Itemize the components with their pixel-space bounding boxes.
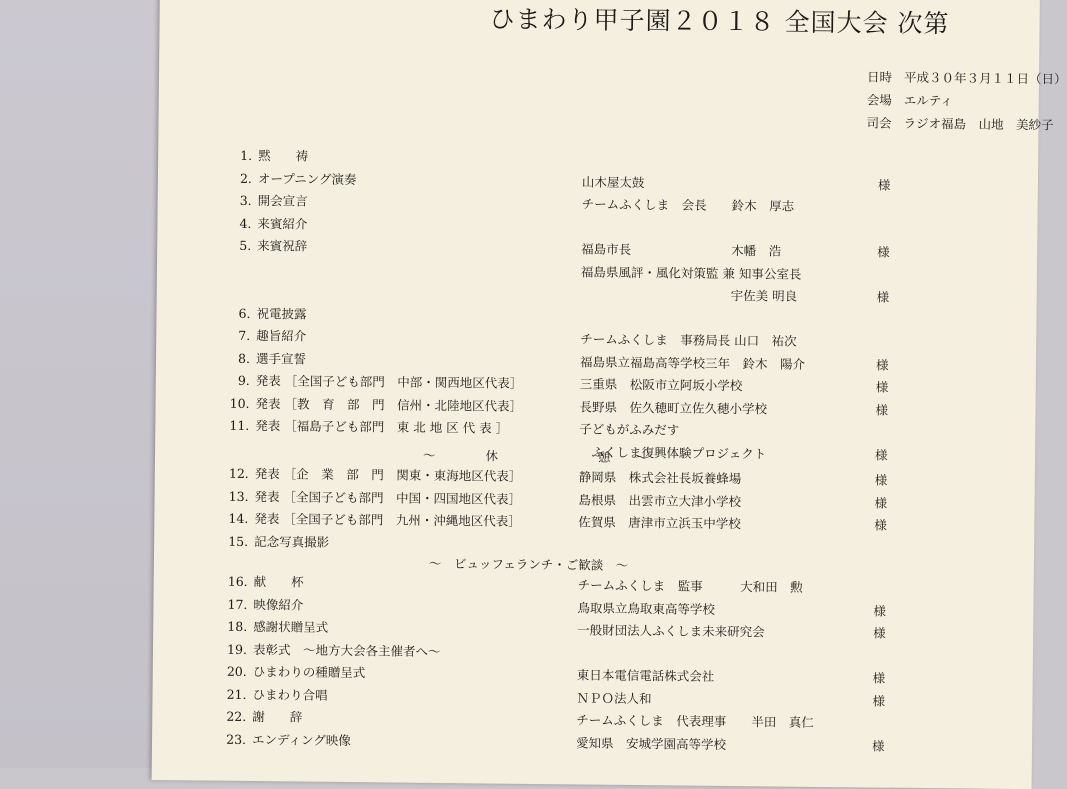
info-label: 会場 xyxy=(867,88,892,111)
schedule-number: 5. xyxy=(229,236,251,256)
schedule-item: 発表 ［企 業 部 門 関東・東海地区代表］ xyxy=(255,464,522,487)
schedule-detail: 三重県 松阪市立阿坂小学校 xyxy=(580,374,743,396)
honorific: 様 xyxy=(878,175,891,195)
event-info xyxy=(866,65,1066,136)
honorific: 様 xyxy=(873,669,886,689)
schedule-item: 来賓祝辞 xyxy=(257,236,307,257)
schedule-detail: 子どもがふみだす xyxy=(579,419,679,440)
schedule-detail: ふくしま復興体験プロジェクト xyxy=(579,442,766,464)
schedule-number: 18. xyxy=(225,617,247,637)
schedule-item: 発表 ［福島子ども部門 東 北 地 区 代 表 ］ xyxy=(255,416,508,439)
schedule-item: 選手宣誓 xyxy=(256,349,306,370)
schedule-item: 謝 辞 xyxy=(252,707,302,728)
schedule-item: 映像紹介 xyxy=(253,595,303,616)
schedule-number: 10. xyxy=(227,393,249,413)
honorific: 様 xyxy=(877,243,890,263)
schedule-item: 表彰式 ～地方大会各主催者へ～ xyxy=(253,640,441,662)
schedule-item: 祝電披露 xyxy=(256,304,306,325)
schedule-detail: 長野県 佐久穂町立佐久穂小学校 xyxy=(579,397,767,419)
info-value: エルティ xyxy=(904,89,953,113)
schedule-number: 22. xyxy=(224,707,246,727)
honorific: 様 xyxy=(874,493,887,513)
schedule-detail: 宇佐美 明良 xyxy=(581,284,798,306)
schedule-number: 8. xyxy=(228,348,250,368)
info-venue xyxy=(867,88,1067,113)
schedule-item: 発表 ［全国子ども部門 九州・沖縄地区代表］ xyxy=(254,509,521,532)
info-mc xyxy=(866,111,1066,136)
table-surface xyxy=(0,0,170,768)
schedule-detail: 福島県風評・風化対策監 兼 知事公室長 xyxy=(581,262,802,284)
schedule-detail: 東日本電信電話株式会社 xyxy=(577,665,715,686)
schedule-number: 3. xyxy=(230,191,252,211)
schedule-detail: 一般財団法人ふくしま未来研究会 xyxy=(577,620,765,642)
info-value: 平成３０年３月１１日（日） xyxy=(904,66,1067,91)
schedule-number: 17. xyxy=(225,594,247,614)
schedule-item: 黙 祷 xyxy=(258,146,308,167)
honorific: 様 xyxy=(876,355,889,375)
schedule-detail: 静岡県 株式会社長坂養蜂場 xyxy=(579,467,742,489)
page-title: ひまわり甲子園２０１８ 全国大会 次第 xyxy=(489,0,949,40)
schedule-item: 趣旨紹介 xyxy=(256,326,306,347)
honorific: 様 xyxy=(873,601,886,621)
schedule-item: ひまわり合唱 xyxy=(252,685,327,706)
lunch-break-label: ～ ビュッフェランチ・ご歓談 ～ xyxy=(429,554,629,576)
honorific: 様 xyxy=(875,445,888,465)
schedule-number: 14. xyxy=(226,509,248,529)
info-label: 司会 xyxy=(866,111,891,134)
schedule-item: エンディング映像 xyxy=(252,730,351,751)
schedule-detail: チームふくしま 代表理事 半田 真仁 xyxy=(576,710,814,732)
program-sheet xyxy=(152,0,1040,789)
honorific: 様 xyxy=(872,736,885,756)
schedule-number: 12. xyxy=(227,464,249,484)
schedule-item: 感謝状贈呈式 xyxy=(253,617,328,638)
schedule-number: 19. xyxy=(225,639,247,659)
schedule-number: 21. xyxy=(224,684,246,704)
schedule-number: 7. xyxy=(228,326,250,346)
schedule-detail: 山木屋太鼓 xyxy=(582,172,645,193)
schedule-item: ひまわりの種贈呈式 xyxy=(253,662,366,683)
schedule-number: 20. xyxy=(225,662,247,682)
schedule-number: 15. xyxy=(226,531,248,551)
schedule-detail: 島根県 出雲市立大津小学校 xyxy=(578,490,741,512)
schedule-item: 来賓紹介 xyxy=(257,214,307,235)
info-date xyxy=(867,65,1067,90)
schedule-detail: 鳥取県立鳥取東高等学校 xyxy=(577,598,715,619)
schedule-number: 9. xyxy=(228,371,250,391)
schedule-number: 16. xyxy=(226,572,248,592)
honorific: 様 xyxy=(873,624,886,644)
schedule-item: 発表 ［全国子ども部門 中国・四国地区代表］ xyxy=(254,487,521,510)
schedule-number: 2. xyxy=(230,168,252,188)
schedule-item: オープニング演奏 xyxy=(258,169,357,190)
schedule-detail: チームふくしま 監事 大和田 勲 xyxy=(578,575,803,597)
info-value: ラジオ福島 山地 美紗子 xyxy=(903,112,1053,137)
schedule-detail: チームふくしま 会長 鈴木 厚志 xyxy=(582,194,795,216)
schedule-detail: 福島市長 木幡 浩 xyxy=(581,239,781,261)
honorific: 様 xyxy=(874,516,887,536)
schedule-number: 23. xyxy=(224,729,246,749)
schedule-item: 記念写真撮影 xyxy=(254,532,329,553)
schedule-detail: ＮＰＯ法人和 xyxy=(576,688,651,709)
break-label: ～ 休 憩 ～ xyxy=(423,446,648,468)
schedule-number: 13. xyxy=(226,486,248,506)
schedule-detail: 愛知県 安城学園高等学校 xyxy=(576,733,726,755)
schedule-detail: チームふくしま 事務局長 山口 祐次 xyxy=(580,329,797,351)
schedule-item: 発表 ［教 育 部 門 信州・北陸地区代表］ xyxy=(255,394,522,417)
schedule-item: 発表 ［全国子ども部門 中部・関西地区代表］ xyxy=(256,371,523,394)
schedule-number: 11. xyxy=(227,416,249,436)
honorific: 様 xyxy=(877,288,890,308)
schedule-number: 6. xyxy=(228,303,250,323)
schedule-item: 献 杯 xyxy=(254,572,304,593)
honorific: 様 xyxy=(875,400,888,420)
schedule-number: 1. xyxy=(230,146,252,166)
schedule-item: 開会宣言 xyxy=(258,191,308,212)
schedule-detail: 福島県立福島高等学校三年 鈴木 陽介 xyxy=(580,352,805,374)
honorific: 様 xyxy=(876,378,889,398)
honorific: 様 xyxy=(872,691,885,711)
info-label: 日時 xyxy=(867,65,892,88)
schedule-detail: 佐賀県 唐津市立浜玉中学校 xyxy=(578,512,741,534)
schedule-row xyxy=(224,729,914,756)
honorific: 様 xyxy=(875,471,888,491)
schedule-number: 4. xyxy=(229,213,251,233)
